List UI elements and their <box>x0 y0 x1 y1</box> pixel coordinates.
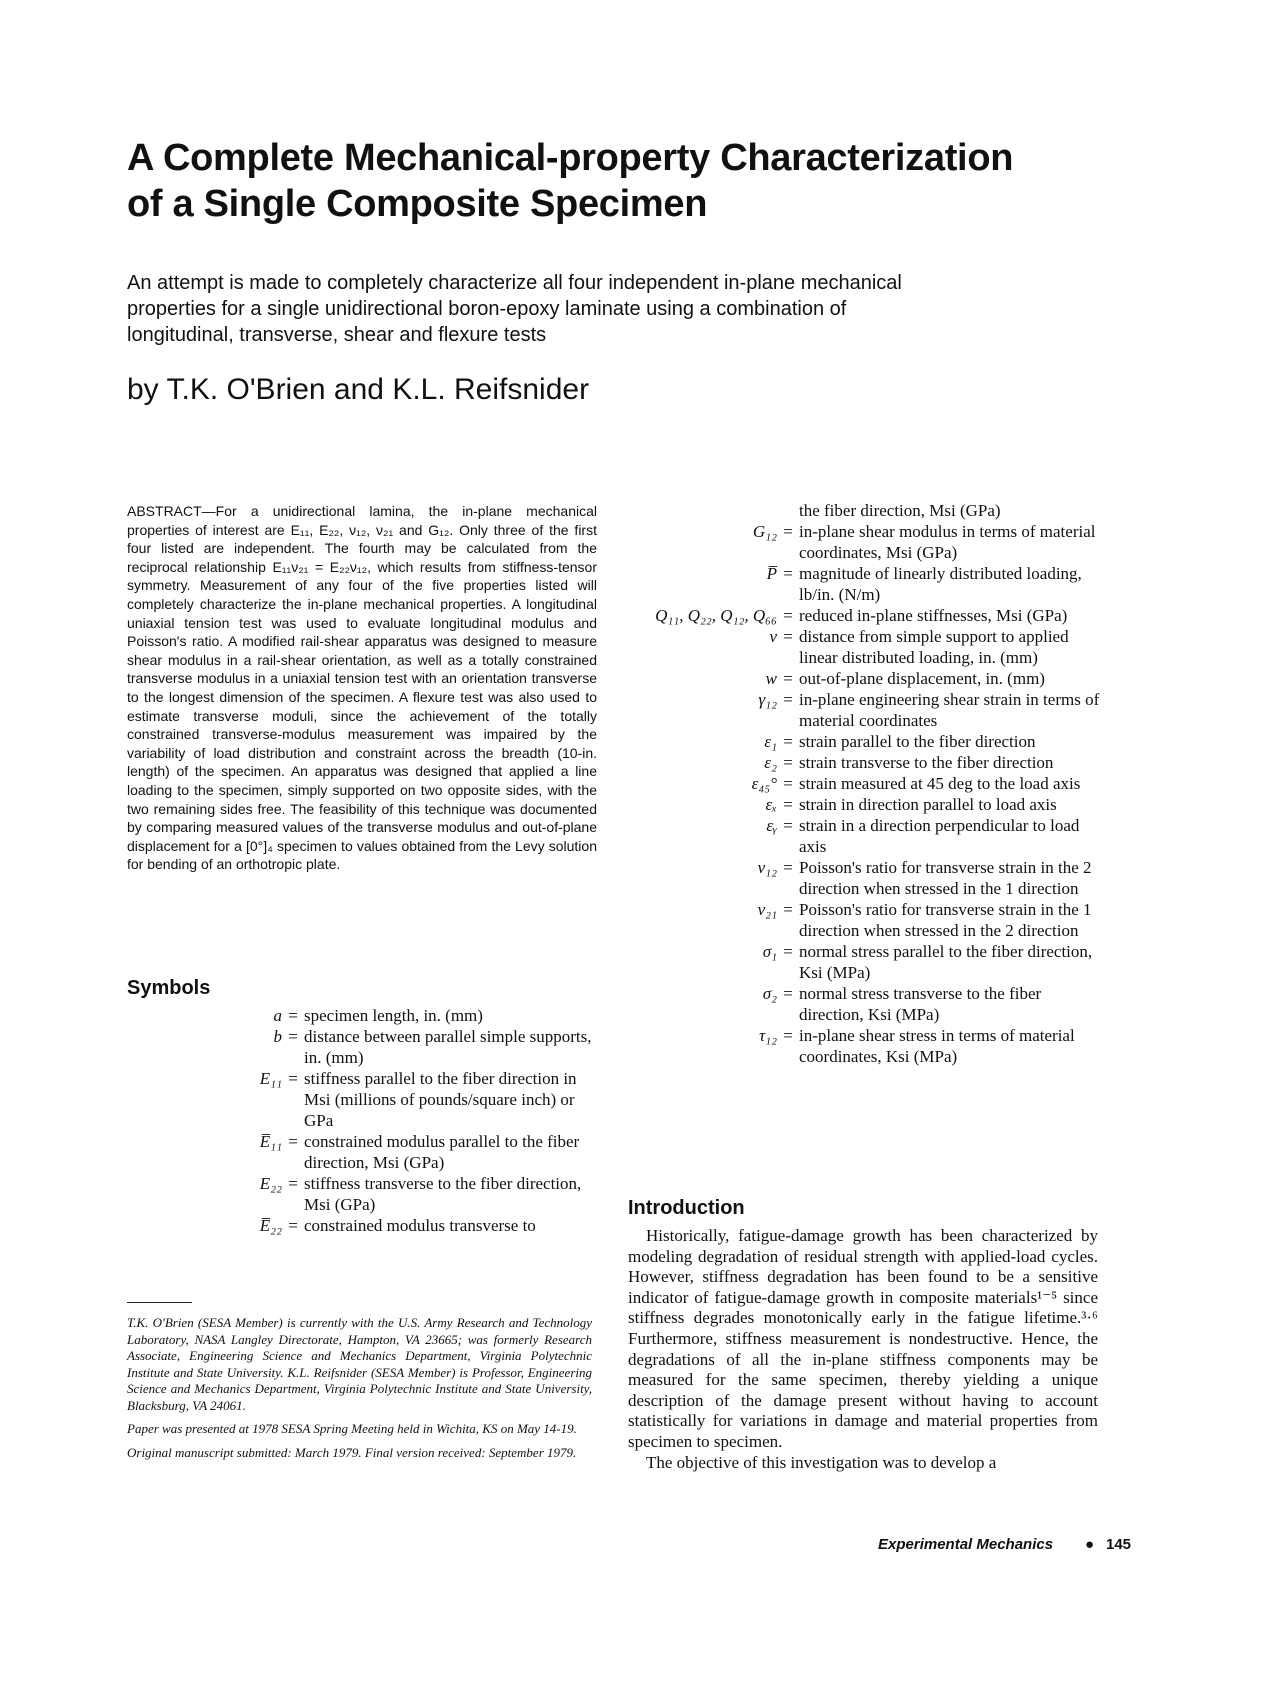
symbol-row <box>617 1025 1107 1067</box>
equals-sign: = <box>783 858 793 877</box>
symbol: Q₁₁, Q₂₂, Q₁₂, Q₆₆ <box>655 606 777 625</box>
intro-paragraph: Historically, fatigue-damage growth has been characterized by modeling degradation of residual strength with applied-load cycles. However, stiffness degradation has been found to be a sensitive indicator of fatigue-damage growth in composite materials¹⁻⁵ since stiffness degrades monotonically early in the fatigue lifetime.³·⁶ Furthermore, stiffness measurement is nondestructive. Hence, the degradations of all the in-plane stiffness components may be measured for the same specimen, thereby yielding a unique description of the damage present without having to account statistically for variations in damage and material properties from specimen to specimen. <box>628 1226 1098 1451</box>
symbol-description: constrained modulus transverse to <box>304 1216 536 1235</box>
equals-sign: = <box>783 669 793 688</box>
symbol-row <box>200 1173 595 1215</box>
symbol: σ₁ <box>762 942 777 961</box>
symbol-description: magnitude of linearly distributed loading, lb/in. (N/m) <box>799 564 1082 604</box>
equals-sign: = <box>288 1006 298 1025</box>
symbol: E₂₂ <box>259 1174 282 1193</box>
footnote-presented: Paper was presented at 1978 SESA Spring Meeting held in Wichita, KS on May 14-19. <box>127 1421 577 1436</box>
symbol-description-continued: the fiber direction, Msi (GPa) <box>799 501 1001 520</box>
symbol-row <box>200 1005 595 1026</box>
symbol-description: distance from simple support to applied linear distributed loading, in. (mm) <box>799 627 1069 667</box>
equals-sign: = <box>288 1069 298 1088</box>
symbol-description: strain parallel to the fiber direction <box>799 732 1036 751</box>
author-byline: by T.K. O'Brien and K.L. Reifsnider <box>127 373 590 406</box>
symbol: E₁₁ <box>259 1069 282 1088</box>
symbol: G₁₂ <box>752 522 777 541</box>
equals-sign: = <box>783 795 793 814</box>
symbol-description: out-of-plane displacement, in. (mm) <box>799 669 1045 688</box>
equals-sign: = <box>783 606 793 625</box>
symbol-row <box>200 1026 595 1068</box>
introduction-body <box>628 1226 1098 1473</box>
equals-sign: = <box>783 690 793 709</box>
footnote-manuscript: Original manuscript submitted: March 1979. Final version received: September 1979. <box>127 1444 577 1460</box>
intro-paragraph: The objective of this investigation was to develop a <box>646 1452 997 1472</box>
symbol-description: Poisson's ratio for transverse strain in the 2 direction when stressed in the 1 direction <box>799 858 1092 898</box>
symbol-row <box>617 983 1107 1025</box>
introduction-heading: Introduction <box>628 1197 745 1219</box>
symbol-description: distance between parallel simple supports, in. (mm) <box>304 1027 592 1067</box>
symbol: w <box>765 669 777 688</box>
symbol: εₓ <box>765 795 777 814</box>
symbol: τ₁₂ <box>759 1026 777 1045</box>
footnote-rule <box>127 1302 192 1303</box>
symbols-list-left <box>200 1005 595 1236</box>
equals-sign: = <box>783 732 793 751</box>
symbol-row <box>617 668 1107 689</box>
symbol-row <box>617 899 1107 941</box>
symbol: v <box>769 627 777 646</box>
symbol: P̅ <box>766 564 777 583</box>
page-number: 145 <box>1106 1536 1132 1553</box>
symbol-row <box>617 857 1107 899</box>
equals-sign: = <box>783 1026 793 1045</box>
symbol-description: specimen length, in. (mm) <box>304 1006 483 1025</box>
equals-sign: = <box>783 774 793 793</box>
equals-sign: = <box>783 816 793 835</box>
symbol: γ₁₂ <box>758 690 777 709</box>
symbol-row <box>617 563 1107 605</box>
symbol: ε₄₅° <box>751 774 777 793</box>
symbol-row <box>200 1068 595 1131</box>
symbol: a <box>273 1006 282 1025</box>
equals-sign: = <box>288 1027 298 1046</box>
symbol-row <box>617 794 1107 815</box>
symbol-description: in-plane engineering shear strain in terms of material coordinates <box>799 690 1100 730</box>
paper-subtitle: An attempt is made to completely characterize all four independent in-plane mechanical properties for a single unidirectional boron-epoxy laminate using a combination of longitudinal, transverse, shear and flexure tests <box>127 272 902 346</box>
symbol-row <box>617 689 1107 731</box>
paper-title <box>127 135 1067 227</box>
equals-sign: = <box>783 564 793 583</box>
symbol-description: in-plane shear modulus in terms of material coordinates, Msi (GPa) <box>799 522 1096 562</box>
equals-sign: = <box>288 1132 298 1151</box>
symbol: ε₂ <box>764 753 777 772</box>
symbol-row <box>617 941 1107 983</box>
symbol-description: stiffness parallel to the fiber direction in Msi (millions of pounds/square inch) or GPa <box>304 1069 577 1130</box>
symbol: E̅₂₂ <box>259 1216 282 1235</box>
symbol-description: normal stress transverse to the fiber direction, Ksi (MPa) <box>799 984 1042 1024</box>
title-line-2: of a Single Composite Specimen <box>127 183 708 225</box>
symbol-description: strain measured at 45 deg to the load axis <box>799 774 1081 793</box>
symbol-description: constrained modulus parallel to the fiber direction, Msi (GPa) <box>304 1132 580 1172</box>
footnotes <box>127 1315 592 1468</box>
equals-sign: = <box>783 753 793 772</box>
equals-sign: = <box>288 1174 298 1193</box>
journal-name: Experimental Mechanics <box>878 1536 1054 1553</box>
symbol-description: Poisson's ratio for transverse strain in the 1 direction when stressed in the 2 direction <box>799 900 1092 940</box>
symbol-description: strain in direction parallel to load axis <box>799 795 1057 814</box>
title-line-1: A Complete Mechanical-property Characterization <box>127 137 1014 179</box>
symbol-row <box>617 731 1107 752</box>
equals-sign: = <box>783 942 793 961</box>
symbol-row <box>617 500 1107 521</box>
symbols-heading: Symbols <box>127 977 211 999</box>
symbol-row <box>200 1131 595 1173</box>
symbol-description: strain in a direction perpendicular to load axis <box>799 816 1080 856</box>
equals-sign: = <box>783 522 793 541</box>
symbol-description: reduced in-plane stiffnesses, Msi (GPa) <box>799 606 1068 625</box>
equals-sign: = <box>288 1216 298 1235</box>
symbol: ν₂₁ <box>757 900 777 919</box>
symbol-row <box>200 1215 595 1236</box>
symbol-row <box>617 815 1107 857</box>
footer-bullet: ● <box>1085 1536 1095 1553</box>
symbols-list-right <box>617 500 1107 1067</box>
symbol-row <box>617 605 1107 626</box>
symbol-description: in-plane shear stress in terms of material coordinates, Ksi (MPa) <box>799 1026 1075 1066</box>
symbol: ε₁ <box>764 732 777 751</box>
symbol-description: strain transverse to the fiber direction <box>799 753 1054 772</box>
abstract: ABSTRACT—For a unidirectional lamina, the in-plane mechanical properties of interest are E₁₁, E₂₂, ν₁₂, ν₂₁ and G₁₂. Only three of the first four listed are independent. The fourth may be calculated from the reciprocal relationship E₁₁ν₂₁ = E₂₂ν₁₂, which results from stiffness-tensor symmetry. Measurement of any four of the five properties listed will completely characterize the in-plane mechanical properties. A longitudinal uniaxial tension test was used to evaluate longitudinal modulus and Poisson's ratio. A modified rail-shear apparatus was designed to measure shear modulus in a rail-shear orientation, as well as a totally constrained transverse modulus in a uniaxial tension test with an orientation transverse to the longest dimension of the specimen. A flexure test was also used to estimate transverse moduli, since the achievement of the totally constrained transverse-modulus measurement was impaired by the variability of load distribution and constraint across the breadth (10-in. length) of the specimen. An apparatus was designed that applied a line loading to the specimen, simply supported on two opposite sides, with the two remaining sides free. The feasibility of this technique was documented by comparing measured values of the transverse modulus and out-of-plane displacement for a [0°]₄ specimen to values obtained from the Levy solution for bending of an orthotropic plate. <box>127 503 597 873</box>
symbol: b <box>273 1027 282 1046</box>
equals-sign: = <box>783 627 793 646</box>
equals-sign: = <box>783 984 793 1003</box>
symbol-description: normal stress parallel to the fiber direction, Ksi (MPa) <box>799 942 1093 982</box>
symbol: εᵧ <box>766 816 777 835</box>
equals-sign: = <box>783 900 793 919</box>
symbol-row <box>617 773 1107 794</box>
symbol: ν₁₂ <box>757 858 777 877</box>
symbol-description: stiffness transverse to the fiber direction, Msi (GPa) <box>304 1174 582 1214</box>
symbol: σ₂ <box>762 984 777 1003</box>
symbol-row <box>617 521 1107 563</box>
symbol-row <box>617 626 1107 668</box>
symbol-row <box>617 752 1107 773</box>
footnote-authors: T.K. O'Brien (SESA Member) is currently with the U.S. Army Research and Technology Laboratory, NASA Langley Directorate, Hampton, VA 23665; was formerly Research Associate, Engineering Science and Mechanics Department, Virginia Polytechnic Institute and State University. K.L. Reifsnider (SESA Member) is Professor, Engineering Science and Mechanics Department, Virginia Polytechnic Institute and State University, Blacksburg, VA 24061. <box>127 1315 592 1413</box>
symbol: E̅₁₁ <box>259 1132 282 1151</box>
